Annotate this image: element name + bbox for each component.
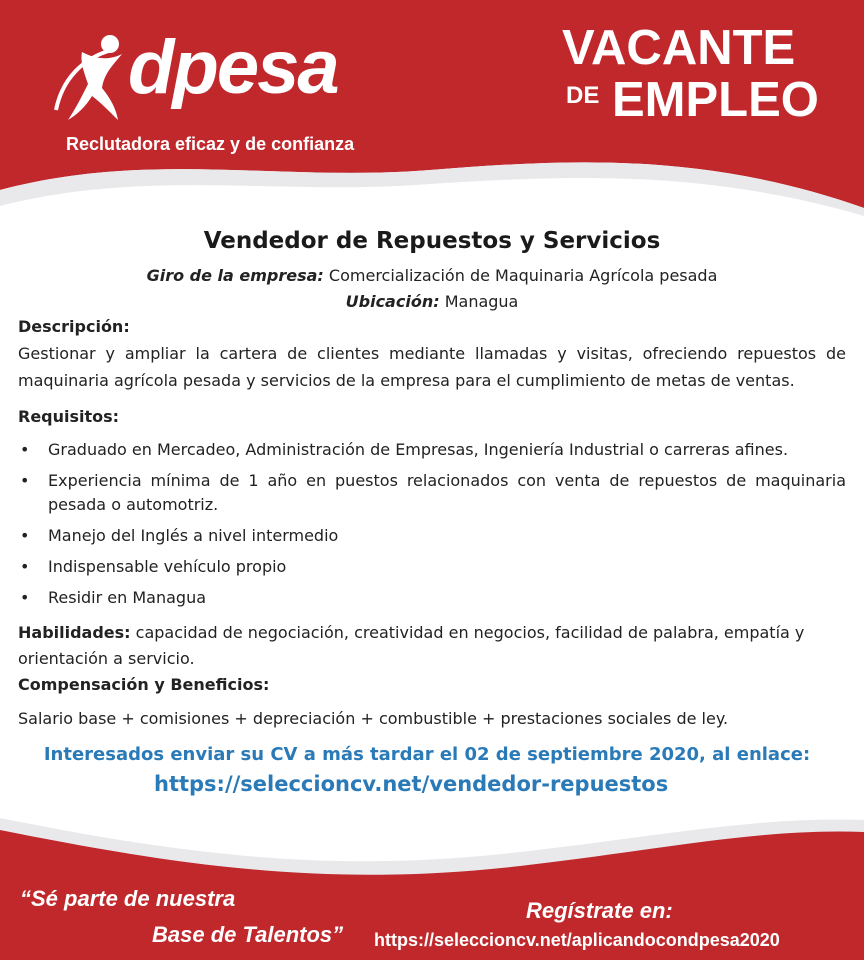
compensation-section [18, 672, 846, 732]
banner-vacante: VACANTE [562, 21, 796, 75]
register-link[interactable]: https://seleccioncv.net/aplicandocondpesa2020 [374, 930, 780, 950]
compensation-heading: Compensación y Beneficios: [18, 675, 270, 694]
apply-instructions: Interesados enviar su CV a más tardar el 02 de septiembre 2020, al enlace: [43, 744, 811, 765]
giro-label: Giro de la empresa: [146, 266, 324, 285]
requirements-section [18, 404, 846, 617]
skills-text: capacidad de negociación, creatividad en negocios, facilidad de palabra, empatía y orientación a servicio. [18, 623, 805, 668]
banner-empleo: EMPLEO [612, 73, 819, 127]
description-heading: Descripción: [18, 317, 130, 336]
footer-quote-line1: “Sé parte de nuestra [20, 886, 236, 911]
giro-value: Comercialización de Maquinaria Agrícola pesada [328, 266, 718, 285]
logo-wordmark: dpesa [128, 25, 338, 110]
requirement-item: • Experiencia mínima de 1 año en puestos relacionados con venta de repuestos de maquinaria pesada o automotriz. [18, 469, 846, 517]
requirements-heading: Requisitos: [18, 407, 120, 426]
description-text: Gestionar y ampliar la cartera de clientes mediante llamadas y visitas, ofreciendo repuestos de maquinaria agrícola pesada y servicios de la empresa para el cumplimiento de metas de ventas. [18, 344, 846, 390]
banner-de: DE [566, 82, 600, 109]
description-section [18, 314, 846, 394]
requirement-item: • Graduado en Mercadeo, Administración de Empresas, Ingeniería Industrial o carreras afines. [18, 438, 846, 462]
job-title: Vendedor de Repuestos y Servicios [203, 228, 661, 254]
ubicacion-label: Ubicación: [345, 292, 440, 311]
skills-section [18, 620, 846, 672]
compensation-text: Salario base + comisiones + depreciación + combustible + prestaciones sociales de ley. [18, 709, 729, 728]
requirement-item: • Manejo del Inglés a nivel intermedio [18, 524, 846, 548]
company-sector-line [0, 266, 864, 285]
ubicacion-value: Managua [444, 292, 519, 311]
register-label: Regístrate en: [526, 898, 673, 923]
skills-label: Habilidades: [18, 623, 131, 642]
logo-tagline: Reclutadora eficaz y de confianza [66, 134, 355, 154]
requirement-item: • Indispensable vehículo propio [18, 555, 846, 579]
requirement-item: • Residir en Managua [18, 586, 846, 610]
apply-link[interactable]: https://seleccioncv.net/vendedor-repuestos [154, 772, 669, 796]
location-line [0, 292, 864, 311]
footer-quote-line2: Base de Talentos” [152, 922, 344, 947]
requirements-list [18, 438, 846, 610]
